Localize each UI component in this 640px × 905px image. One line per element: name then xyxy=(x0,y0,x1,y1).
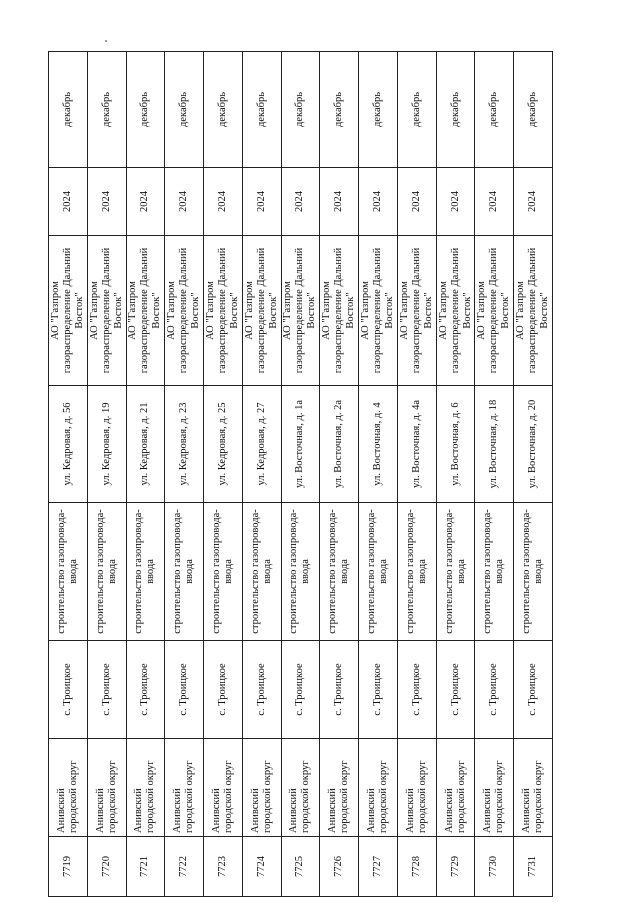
year-cell: 2024 xyxy=(320,168,359,236)
work-type-cell: строительство газопровода-ввода xyxy=(204,503,243,641)
locality-cell: с. Троицкое xyxy=(320,641,359,739)
organization-cell: АО "Газпром газораспределение Дальний Восток" xyxy=(436,236,475,386)
table-row xyxy=(397,52,436,897)
year-cell: 2024 xyxy=(242,168,281,236)
work-type-cell: строительство газопровода-ввода xyxy=(165,503,204,641)
organization-cell: АО "Газпром газораспределение Дальний Восток" xyxy=(359,236,398,386)
work-type-cell: строительство газопровода-ввода xyxy=(359,503,398,641)
address-cell: ул. Кедровая, д. 27 xyxy=(242,386,281,503)
month-cell: декабрь xyxy=(126,52,165,168)
district-cell: Анивский городской округ xyxy=(87,739,126,837)
work-type-cell: строительство газопровода-ввода xyxy=(281,503,320,641)
row-number: 7729 xyxy=(436,837,475,897)
district-cell: Анивский городской округ xyxy=(475,739,514,837)
year-cell: 2024 xyxy=(436,168,475,236)
row-number: 7730 xyxy=(475,837,514,897)
row-number: 7731 xyxy=(514,837,553,897)
row-number: 7725 xyxy=(281,837,320,897)
table-row xyxy=(281,52,320,897)
row-number: 7720 xyxy=(87,837,126,897)
month-cell: декабрь xyxy=(281,52,320,168)
district-cell: Анивский городской округ xyxy=(204,739,243,837)
scan-dot xyxy=(105,40,107,42)
row-number: 7722 xyxy=(165,837,204,897)
year-cell: 2024 xyxy=(359,168,398,236)
month-cell: декабрь xyxy=(436,52,475,168)
month-cell: декабрь xyxy=(359,52,398,168)
table-row xyxy=(87,52,126,897)
address-cell: ул. Восточная, д. 6 xyxy=(436,386,475,503)
address-cell: ул. Восточная, д. 2а xyxy=(320,386,359,503)
work-type-cell: строительство газопровода-ввода xyxy=(436,503,475,641)
organization-cell: АО "Газпром газораспределение Дальний Восток" xyxy=(242,236,281,386)
organization-cell: АО "Газпром газораспределение Дальний Восток" xyxy=(397,236,436,386)
table-body xyxy=(49,52,553,897)
table-row xyxy=(126,52,165,897)
district-cell: Анивский городской округ xyxy=(281,739,320,837)
district-cell: Анивский городской округ xyxy=(359,739,398,837)
row-number: 7721 xyxy=(126,837,165,897)
table-row xyxy=(320,52,359,897)
work-type-cell: строительство газопровода-ввода xyxy=(397,503,436,641)
year-cell: 2024 xyxy=(514,168,553,236)
year-cell: 2024 xyxy=(49,168,88,236)
rotated-table-frame xyxy=(48,52,553,897)
address-cell: ул. Кедровая, д. 25 xyxy=(204,386,243,503)
locality-cell: с. Троицкое xyxy=(49,641,88,739)
locality-cell: с. Троицкое xyxy=(126,641,165,739)
address-cell: ул. Восточная, д. 20 xyxy=(514,386,553,503)
table-row xyxy=(475,52,514,897)
address-cell: ул. Кедровая, д. 19 xyxy=(87,386,126,503)
address-cell: ул. Кедровая, д. 56 xyxy=(49,386,88,503)
month-cell: декабрь xyxy=(165,52,204,168)
row-number: 7726 xyxy=(320,837,359,897)
month-cell: декабрь xyxy=(204,52,243,168)
address-cell: ул. Кедровая, д. 23 xyxy=(165,386,204,503)
organization-cell: АО "Газпром газораспределение Дальний Восток" xyxy=(281,236,320,386)
row-number: 7723 xyxy=(204,837,243,897)
month-cell: декабрь xyxy=(49,52,88,168)
month-cell: декабрь xyxy=(87,52,126,168)
work-schedule-table xyxy=(48,51,553,897)
district-cell: Анивский городской округ xyxy=(165,739,204,837)
organization-cell: АО "Газпром газораспределение Дальний Восток" xyxy=(126,236,165,386)
month-cell: декабрь xyxy=(242,52,281,168)
table-row xyxy=(165,52,204,897)
work-type-cell: строительство газопровода-ввода xyxy=(475,503,514,641)
row-number: 7719 xyxy=(49,837,88,897)
district-cell: Анивский городской округ xyxy=(320,739,359,837)
table-row xyxy=(359,52,398,897)
table-row xyxy=(514,52,553,897)
year-cell: 2024 xyxy=(281,168,320,236)
year-cell: 2024 xyxy=(126,168,165,236)
work-type-cell: строительство газопровода-ввода xyxy=(242,503,281,641)
locality-cell: с. Троицкое xyxy=(475,641,514,739)
work-type-cell: строительство газопровода-ввода xyxy=(87,503,126,641)
district-cell: Анивский городской округ xyxy=(397,739,436,837)
row-number: 7728 xyxy=(397,837,436,897)
month-cell: декабрь xyxy=(475,52,514,168)
row-number: 7727 xyxy=(359,837,398,897)
work-type-cell: строительство газопровода-ввода xyxy=(514,503,553,641)
locality-cell: с. Троицкое xyxy=(281,641,320,739)
district-cell: Анивский городской округ xyxy=(49,739,88,837)
locality-cell: с. Троицкое xyxy=(397,641,436,739)
locality-cell: с. Троицкое xyxy=(165,641,204,739)
table-row xyxy=(204,52,243,897)
row-number: 7724 xyxy=(242,837,281,897)
work-type-cell: строительство газопровода-ввода xyxy=(320,503,359,641)
address-cell: ул. Восточная, д. 1а xyxy=(281,386,320,503)
organization-cell: АО "Газпром газораспределение Дальний Восток" xyxy=(514,236,553,386)
organization-cell: АО "Газпром газораспределение Дальний Восток" xyxy=(475,236,514,386)
locality-cell: с. Троицкое xyxy=(436,641,475,739)
district-cell: Анивский городской округ xyxy=(126,739,165,837)
organization-cell: АО "Газпром газораспределение Дальний Восток" xyxy=(165,236,204,386)
year-cell: 2024 xyxy=(475,168,514,236)
organization-cell: АО "Газпром газораспределение Дальний Восток" xyxy=(49,236,88,386)
address-cell: ул. Восточная, д. 4 xyxy=(359,386,398,503)
month-cell: декабрь xyxy=(397,52,436,168)
district-cell: Анивский городской округ xyxy=(436,739,475,837)
year-cell: 2024 xyxy=(204,168,243,236)
locality-cell: с. Троицкое xyxy=(514,641,553,739)
address-cell: ул. Кедровая, д. 21 xyxy=(126,386,165,503)
organization-cell: АО "Газпром газораспределение Дальний Восток" xyxy=(87,236,126,386)
organization-cell: АО "Газпром газораспределение Дальний Восток" xyxy=(204,236,243,386)
table-row xyxy=(49,52,88,897)
year-cell: 2024 xyxy=(165,168,204,236)
year-cell: 2024 xyxy=(87,168,126,236)
district-cell: Анивский городской округ xyxy=(242,739,281,837)
locality-cell: с. Троицкое xyxy=(87,641,126,739)
work-type-cell: строительство газопровода-ввода xyxy=(126,503,165,641)
work-type-cell: строительство газопровода-ввода xyxy=(49,503,88,641)
rotated-table-wrapper xyxy=(48,52,553,897)
address-cell: ул. Восточная, д. 18 xyxy=(475,386,514,503)
address-cell: ул. Восточная, д. 4а xyxy=(397,386,436,503)
organization-cell: АО "Газпром газораспределение Дальний Восток" xyxy=(320,236,359,386)
year-cell: 2024 xyxy=(397,168,436,236)
month-cell: декабрь xyxy=(514,52,553,168)
table-row xyxy=(436,52,475,897)
locality-cell: с. Троицкое xyxy=(204,641,243,739)
month-cell: декабрь xyxy=(320,52,359,168)
table-row xyxy=(242,52,281,897)
district-cell: Анивский городской округ xyxy=(514,739,553,837)
locality-cell: с. Троицкое xyxy=(242,641,281,739)
locality-cell: с. Троицкое xyxy=(359,641,398,739)
